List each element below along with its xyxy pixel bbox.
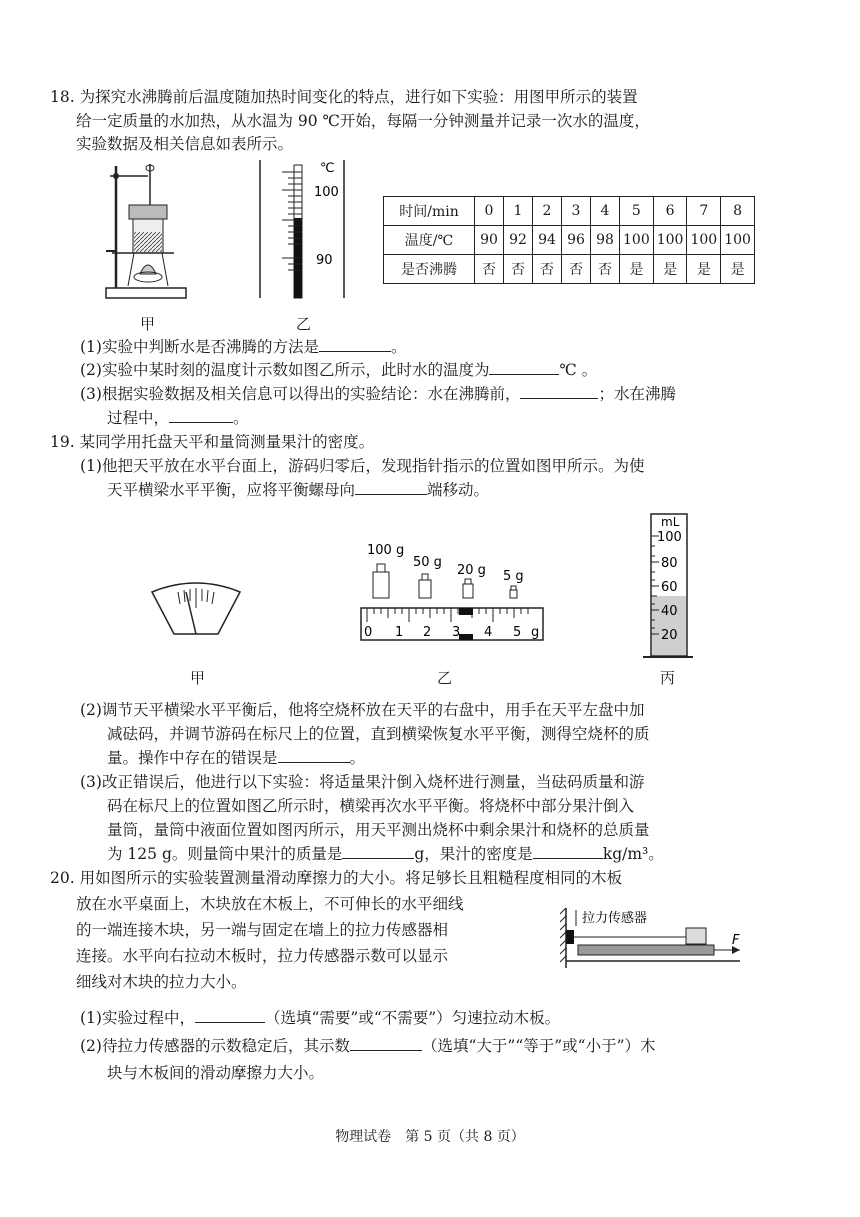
weight-label-50g: 50 g	[413, 555, 442, 570]
table-row	[384, 226, 755, 255]
thermometer-tick-100: 100	[314, 185, 339, 200]
q20-part2-cont: 块与木板间的滑动摩擦力大小。	[107, 1064, 325, 1082]
q19-part3-end: kg/m³。	[602, 845, 664, 863]
weight-20g	[463, 584, 473, 598]
answer-blank[interactable]	[489, 359, 559, 375]
balance-pointer-figure	[148, 578, 244, 640]
table-row	[384, 197, 755, 226]
q19-part2-line3	[107, 747, 365, 769]
q19-fig-jia-label: 甲	[190, 669, 206, 687]
measuring-cylinder-figure	[643, 510, 693, 662]
wood-board	[578, 945, 714, 955]
q19-part3-mid: g，果汁的密度是	[414, 845, 533, 863]
q19-fig-bing-label: 丙	[660, 669, 676, 687]
q19-part3-line2: 码在标尺上的位置如图乙所示时，横梁再次水平平衡。将烧杯中部分果汁倒入	[107, 797, 635, 815]
rider-marker	[459, 608, 473, 615]
table-cell: 3	[562, 197, 591, 226]
weight-50g	[419, 580, 431, 598]
table-cell: 5	[620, 197, 654, 226]
sensor-label: 拉力传感器	[582, 911, 648, 926]
answer-blank[interactable]	[169, 407, 233, 423]
q19-part3-text: 为 125 g。则量筒中果汁的质量是	[107, 845, 343, 863]
weight-label-5g: 5 g	[503, 569, 524, 584]
ruler-tick-2: 2	[423, 625, 432, 640]
q18-stem-line3: 实验数据及相关信息如表所示。	[76, 135, 294, 153]
weight-100g	[373, 572, 389, 598]
cylinder-tick-20: 20	[661, 628, 678, 643]
q19-part1-end: 端移动。	[427, 481, 490, 499]
answer-blank[interactable]	[520, 383, 598, 399]
q19-part2-end: 。	[349, 749, 366, 767]
table-cell: 0	[475, 197, 504, 226]
answer-blank[interactable]	[195, 1007, 265, 1023]
ruler-tick-5: 5	[513, 625, 522, 640]
q18-part3-text: (3)根据实验数据及相关信息可以得出的实验结论：水在沸腾前，	[80, 385, 521, 403]
q19-part3-line1: (3)改正错误后，他进行以下实验：将适量果汁倒入烧杯进行测量，当砝码质量和游	[80, 773, 645, 791]
thermometer-tick-90: 90	[316, 253, 333, 268]
table-cell: 是	[687, 255, 721, 284]
q19-part2-line1: (2)调节天平横梁水平平衡后，他将空烧杯放在天平的右盘中，用手在天平左盘中加	[80, 701, 645, 719]
page-footer: 物理试卷 第 5 页（共 8 页）	[335, 1129, 525, 1145]
ruler-tick-0: 0	[364, 625, 373, 640]
q20-part1-end: （选填“需要”或“不需要”）匀速拉动木板。	[264, 1009, 561, 1027]
q20-stem-line2: 放在水平桌面上，木块放在木板上，不可伸长的水平细线	[76, 895, 464, 913]
answer-blank[interactable]	[350, 1035, 422, 1051]
cylinder-unit: mL	[661, 515, 680, 529]
answer-blank[interactable]	[319, 336, 391, 352]
q18-part3	[80, 383, 676, 405]
q20-stem-line1: 20. 用如图所示的实验装置测量滑动摩擦力的大小。将足够长且粗糙程度相同的木板	[50, 869, 623, 887]
q18-part1-text: (1)实验中判断水是否沸腾的方法是	[80, 338, 319, 356]
q18-stem-line1: 18. 为探究水沸腾前后温度随加热时间变化的特点，进行如下实验：用图甲所示的装置	[50, 88, 638, 106]
ruler-tick-4: 4	[484, 625, 493, 640]
answer-blank[interactable]	[533, 843, 603, 859]
q18-part2-text: (2)实验中某时刻的温度计示数如图乙所示，此时水的温度为	[80, 361, 490, 379]
q19-part3-line3: 量筒，量筒中液面位置如图丙所示，用天平测出烧杯中剩余果汁和烧杯的总质量	[107, 821, 650, 839]
table-cell: 4	[591, 197, 620, 226]
friction-apparatus-figure	[560, 904, 750, 974]
weight-label-20g: 20 g	[457, 563, 486, 578]
q18-fig-jia-label: 甲	[140, 315, 156, 333]
q20-part1-text: (1)实验过程中，	[80, 1009, 195, 1027]
table-cell: 2	[533, 197, 562, 226]
q18-part3-cont-text: 过程中，	[107, 409, 170, 427]
q19-part2-text: 量。操作中存在的错误是	[107, 749, 278, 767]
table-cell: 1	[504, 197, 533, 226]
cylinder-tick-100: 100	[657, 530, 682, 545]
table-cell: 8	[721, 197, 755, 226]
table-cell: 96	[562, 226, 591, 255]
heating-apparatus-figure	[96, 160, 192, 306]
q20-stem-line3: 的一端连接木块，另一端与固定在墙上的拉力传感器相	[76, 921, 449, 939]
table-cell: 6	[653, 197, 687, 226]
table-cell: 否	[533, 255, 562, 284]
q18-part2	[80, 359, 597, 381]
table-row	[384, 255, 755, 284]
temperature-data-table	[383, 196, 755, 284]
q18-part3-cont	[107, 407, 249, 429]
cylinder-tick-40: 40	[661, 604, 678, 619]
table-cell: 是	[620, 255, 654, 284]
weight-label-100g: 100 g	[367, 543, 405, 558]
wood-block	[686, 928, 706, 944]
force-label: F	[732, 933, 740, 948]
q20-part2-text: (2)待拉力传感器的示数稳定后，其示数	[80, 1037, 350, 1055]
table-cell: 否	[504, 255, 533, 284]
answer-blank[interactable]	[278, 747, 350, 763]
cylinder-tick-80: 80	[661, 556, 678, 571]
table-cell: 92	[504, 226, 533, 255]
table-cell: 98	[591, 226, 620, 255]
table-cell: 是	[721, 255, 755, 284]
q20-stem-line4: 连接。水平向右拉动木板时，拉力传感器示数可以显示	[76, 947, 449, 965]
answer-blank[interactable]	[342, 843, 414, 859]
q19-stem: 19. 某同学用托盘天平和量筒测量果汁的密度。	[50, 433, 375, 451]
ruler-tick-3: 3	[452, 625, 461, 640]
q18-fig-yi-label: 乙	[296, 315, 312, 333]
q20-part2	[80, 1035, 656, 1057]
table-cell: 100	[620, 226, 654, 255]
ruler-tick-1: 1	[395, 625, 404, 640]
cylinder-tick-60: 60	[661, 580, 678, 595]
thermometer-figure	[252, 160, 352, 300]
q19-part1-line2	[107, 479, 489, 501]
force-sensor	[566, 930, 574, 944]
q20-part1	[80, 1007, 560, 1029]
q18-part1	[80, 336, 406, 358]
q18-stem-line2: 给一定质量的水加热，从水温为 90 ℃开始，每隔一分钟测量并记录一次水的温度，	[76, 112, 650, 130]
table-cell: 100	[687, 226, 721, 255]
q19-part1-line1: (1)他把天平放在水平台面上，游码归零后，发现指针指示的位置如图甲所示。为使	[80, 457, 645, 475]
ruler-unit: g	[531, 625, 540, 640]
table-cell: 是	[653, 255, 687, 284]
table-cell: 7	[687, 197, 721, 226]
answer-blank[interactable]	[355, 479, 427, 495]
weight-5g	[510, 590, 517, 598]
q19-part3-line4	[107, 843, 664, 865]
table-cell: 否	[562, 255, 591, 284]
table-row-head: 温度/℃	[384, 226, 475, 255]
table-cell: 100	[721, 226, 755, 255]
q18-part1-end: 。	[390, 338, 407, 356]
q18-part3-end: 。	[233, 409, 249, 427]
q18-part3-mid: ；水在沸腾	[598, 385, 676, 403]
table-row-head: 是否沸腾	[384, 255, 475, 284]
q19-part2-line2: 减砝码，并调节游码在标尺上的位置，直到横梁恢复水平平衡，测得空烧杯的质	[107, 725, 650, 743]
table-cell: 94	[533, 226, 562, 255]
table-cell: 100	[653, 226, 687, 255]
q18-part2-end: ℃ 。	[559, 361, 598, 379]
table-row-head: 时间/min	[384, 197, 475, 226]
weights-and-ruler-figure	[355, 540, 550, 648]
q20-part2-end: （选填“大于”“等于”或“小于”）木	[421, 1037, 656, 1055]
q20-stem-line5: 细线对木块的拉力大小。	[76, 973, 247, 991]
table-cell: 否	[475, 255, 504, 284]
table-cell: 否	[591, 255, 620, 284]
table-cell: 90	[475, 226, 504, 255]
thermometer-unit: ℃	[320, 161, 335, 176]
q19-fig-yi-label: 乙	[437, 669, 453, 687]
q19-part1-text: 天平横梁水平平衡，应将平衡螺母向	[107, 481, 356, 499]
